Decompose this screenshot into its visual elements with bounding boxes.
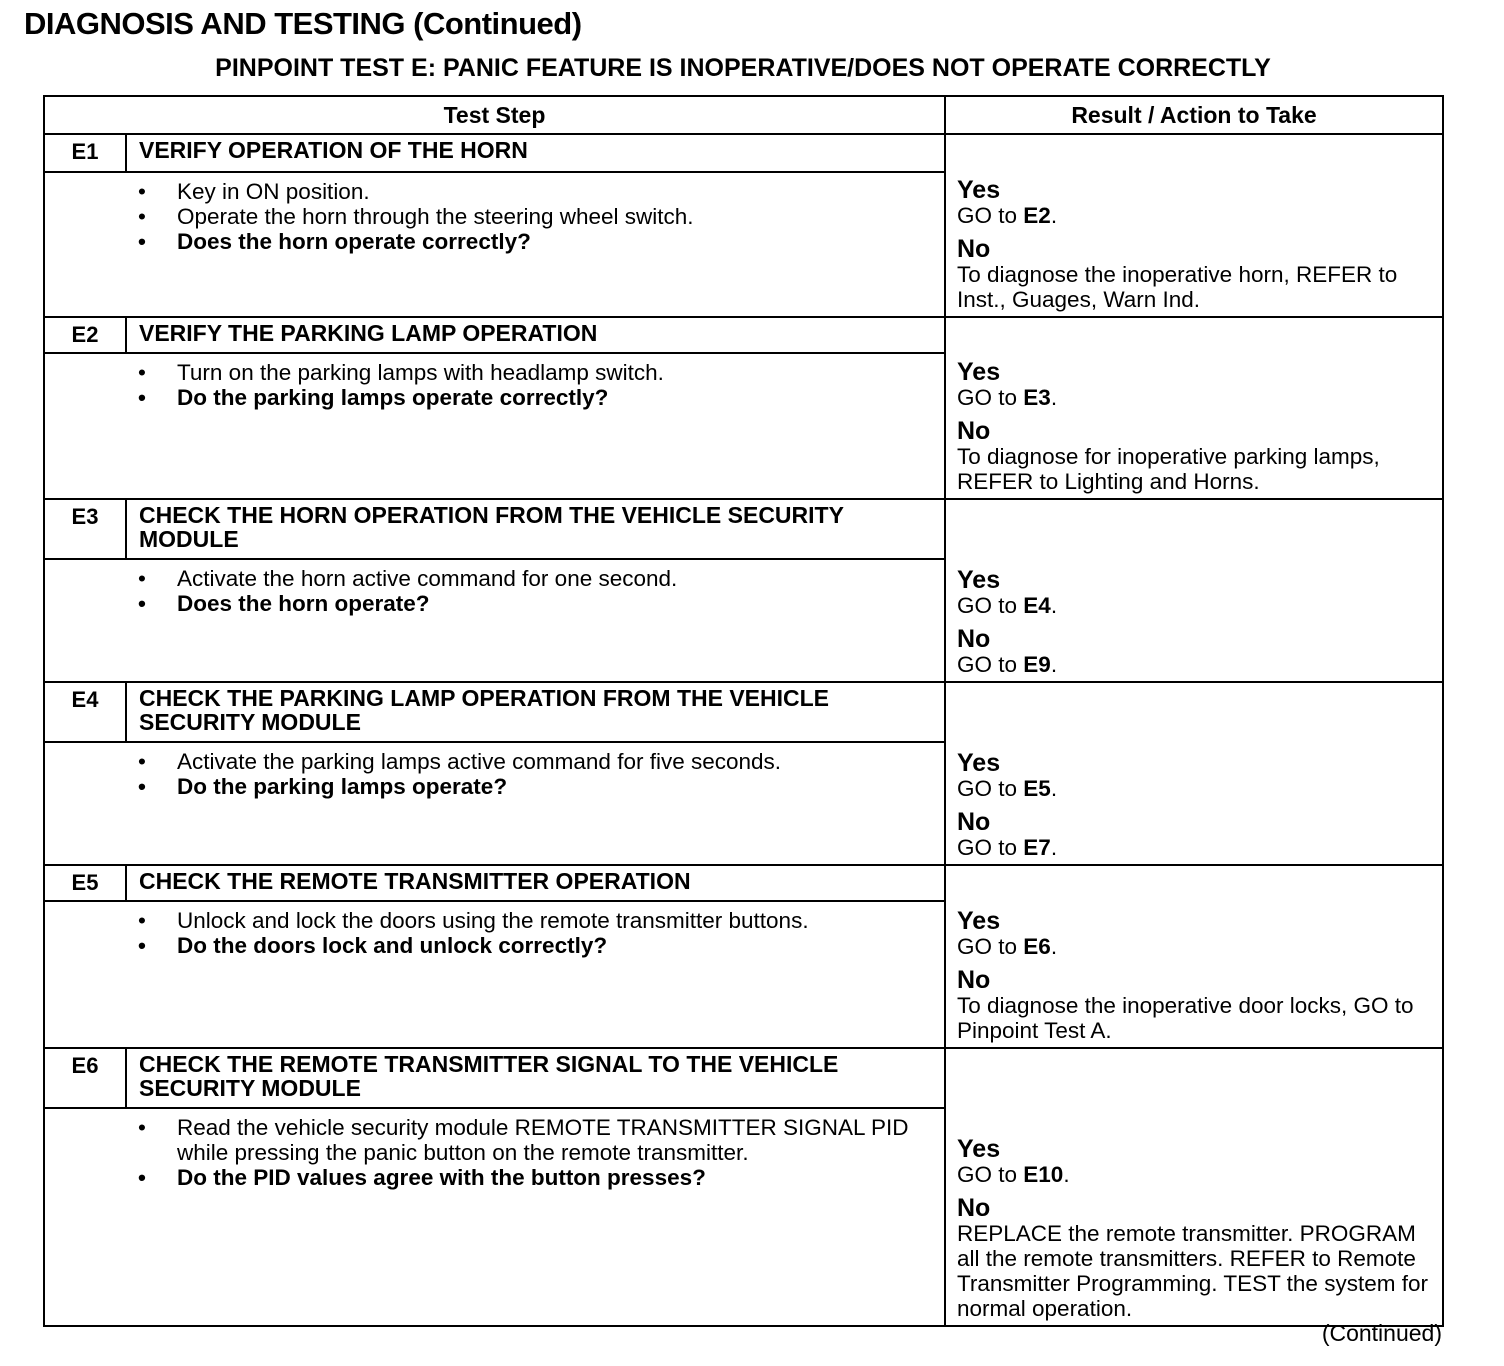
bullet-icon: • [138,908,146,933]
bullet-icon: • [138,179,146,204]
result-no-action [957,835,1434,860]
action-target-step: E4 [1023,593,1051,618]
page-heading: DIAGNOSIS AND TESTING (Continued) [24,6,582,41]
result-yes-label: Yes [957,566,1001,594]
test-step-row [45,318,1442,500]
step-instruction [138,1115,934,1165]
action-suffix: . [1050,835,1058,860]
result-yes-label: Yes [957,358,1001,386]
step-question [138,774,934,799]
action-text: GO to [957,593,1024,618]
step-question [138,229,934,254]
step-instructions [45,354,944,410]
test-title: PINPOINT TEST E: PANIC FEATURE IS INOPERATIVE/DOES NOT OPERATE CORRECTLY [215,54,1271,82]
step-title-row [45,500,944,560]
table-header [45,97,1442,135]
result-yes-label: Yes [957,749,1001,777]
action-target-step: E10 [1023,1162,1064,1187]
step-title-row [45,318,944,354]
bullet-icon: • [138,1115,146,1140]
action-target-step: E9 [1023,652,1051,677]
step-instruction [138,204,934,229]
step-title: CHECK THE PARKING LAMP OPERATION FROM THE VEHICLE SECURITY MODULE [139,685,830,735]
bullet-text: Turn on the parking lamps with headlamp switch. [177,360,664,385]
step-instructions [45,173,944,254]
step-id: E2 [45,318,127,352]
result-no-action [957,444,1434,494]
step-title: VERIFY OPERATION OF THE HORN [139,137,528,163]
action-text: GO to [957,652,1024,677]
step-title-row [45,683,944,743]
result-cell [946,500,1442,681]
action-suffix: . [1050,776,1058,801]
bullet-icon: • [138,749,146,774]
result-yes-label: Yes [957,1135,1001,1163]
test-step-row [45,866,1442,1049]
bullet-icon: • [138,566,146,591]
step-instructions [45,560,944,616]
action-suffix: . [1063,1162,1070,1187]
step-question [138,933,934,958]
test-step-row [45,500,1442,683]
bullet-text: Does the horn operate correctly? [177,229,531,254]
bullet-text: Operate the horn through the steering wheel switch. [177,204,694,229]
bullet-text: Key in ON position. [177,179,370,204]
result-no-action [957,1221,1434,1321]
bullet-text: Read the vehicle security module REMOTE TRANSMITTER SIGNAL PID while pressing the panic button on the remote transmitter. [177,1115,909,1165]
result-no-label: No [957,1194,991,1222]
action-suffix: . [1050,385,1058,410]
step-question [138,1165,934,1190]
test-step-row [45,1049,1442,1325]
bullet-icon: • [138,1165,146,1190]
result-yes-label: Yes [957,907,1001,935]
step-instructions [45,902,944,958]
bullet-text: Do the parking lamps operate? [177,774,508,799]
bullet-text: Do the parking lamps operate correctly? [177,385,609,410]
step-question [138,385,934,410]
action-text: To diagnose for inoperative parking lamps, REFER to Lighting and Horns. [957,444,1380,494]
column-header-result: Result / Action to Take [1071,101,1317,128]
bullet-icon: • [138,204,146,229]
step-cell [45,1049,946,1325]
result-yes-action [957,593,1434,618]
step-instruction [138,749,934,774]
bullet-text: Does the horn operate? [177,591,430,616]
step-instruction [138,566,934,591]
result-no-label: No [957,808,991,836]
result-yes-action [957,203,1434,228]
continued-note: (Continued) [1321,1320,1442,1346]
bullet-text: Unlock and lock the doors using the remote transmitter buttons. [177,908,809,933]
action-text: To diagnose the inoperative door locks, GO to Pinpoint Test A. [957,993,1414,1043]
step-cell [45,866,946,1047]
result-no-action [957,262,1434,312]
step-id: E5 [45,866,127,900]
bullet-icon: • [138,933,146,958]
step-instruction [138,179,934,204]
result-yes-action [957,1162,1434,1187]
action-target-step: E6 [1023,934,1051,959]
step-id: E1 [45,135,127,171]
action-text: GO to [957,934,1024,959]
bullet-text: Do the doors lock and unlock correctly? [177,933,608,958]
result-yes-action [957,385,1434,410]
bullet-icon: • [138,229,146,254]
action-text: GO to [957,1162,1024,1187]
bullet-icon: • [138,360,146,385]
step-title-row [45,1049,944,1109]
result-no-label: No [957,235,991,263]
step-instructions [45,1109,944,1190]
bullet-text: Activate the horn active command for one second. [177,566,678,591]
bullet-icon: • [138,385,146,410]
test-step-row [45,135,1442,318]
result-cell [946,866,1442,1047]
action-suffix: . [1050,593,1058,618]
result-cell [946,1049,1442,1325]
step-title: CHECK THE REMOTE TRANSMITTER OPERATION [139,868,691,894]
result-no-label: No [957,625,991,653]
bullet-icon: • [138,774,146,799]
step-cell [45,318,946,498]
step-title: CHECK THE HORN OPERATION FROM THE VEHICLE SECURITY MODULE [139,502,844,552]
action-text: GO to [957,385,1024,410]
test-steps [45,135,1442,1325]
step-id: E4 [45,683,127,741]
step-cell [45,500,946,681]
result-no-label: No [957,966,991,994]
result-cell [946,135,1442,316]
step-instruction [138,360,934,385]
step-id: E6 [45,1049,127,1107]
step-title-row [45,866,944,902]
bullet-text: Do the PID values agree with the button presses? [177,1165,706,1190]
step-id: E3 [45,500,127,558]
step-question [138,591,934,616]
test-step-row [45,683,1442,866]
action-target-step: E2 [1023,203,1051,228]
step-cell [45,683,946,864]
step-cell [45,135,946,316]
action-suffix: . [1050,934,1058,959]
result-no-label: No [957,417,991,445]
bullet-text: Activate the parking lamps active command for five seconds. [177,749,782,774]
result-no-action [957,652,1434,677]
action-suffix: . [1050,203,1058,228]
action-suffix: . [1050,652,1058,677]
pinpoint-test-table [43,95,1444,1327]
result-yes-action [957,776,1434,801]
step-instructions [45,743,944,799]
action-text: GO to [957,203,1024,228]
action-target-step: E3 [1023,385,1051,410]
result-cell [946,683,1442,864]
action-target-step: E5 [1023,776,1051,801]
bullet-icon: • [138,591,146,616]
column-header-test-step: Test Step [45,97,946,133]
action-text: GO to [957,776,1024,801]
result-no-action [957,993,1434,1043]
result-yes-label: Yes [957,176,1001,204]
result-cell [946,318,1442,498]
step-title: CHECK THE REMOTE TRANSMITTER SIGNAL TO THE VEHICLE SECURITY MODULE [139,1051,839,1101]
action-text: REPLACE the remote transmitter. PROGRAM all the remote transmitters. REFER to Remote Transmitter Programming. TEST the system for normal operation. [957,1221,1428,1321]
result-yes-action [957,934,1434,959]
step-instruction [138,908,934,933]
action-text: GO to [957,835,1024,860]
action-text: To diagnose the inoperative horn, REFER to Inst., Guages, Warn Ind. [957,262,1398,312]
step-title: VERIFY THE PARKING LAMP OPERATION [139,320,598,346]
action-target-step: E7 [1023,835,1051,860]
step-title-row [45,135,944,173]
